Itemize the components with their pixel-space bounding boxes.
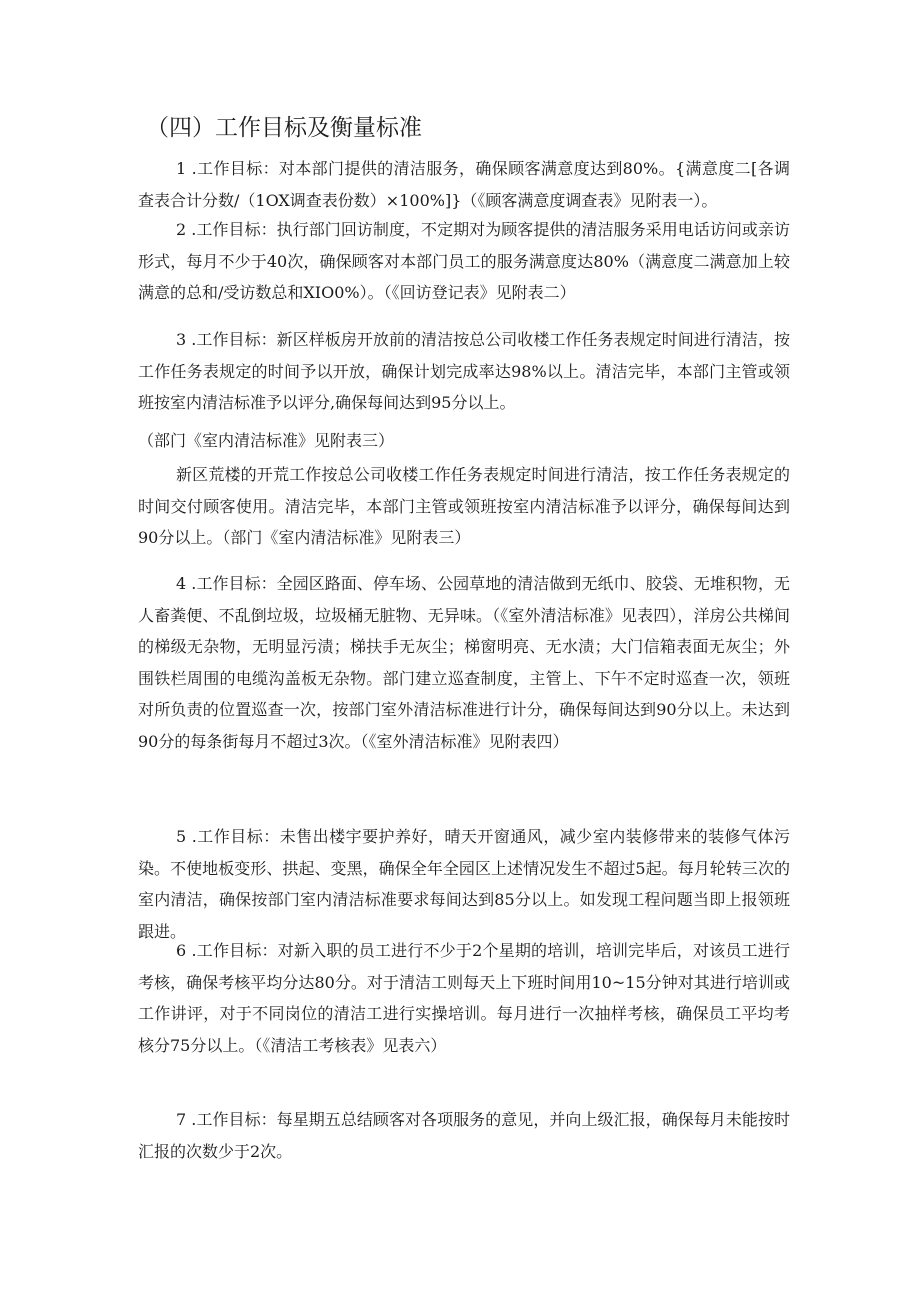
paragraph-new-building-cleaning: 新区荒楼的开荒工作按总公司收楼工作任务表规定时间进行清洁，按工作任务表规定的时间交付顾客使用。清洁完毕，本部门主管或领班按室内清洁标准予以评分，确保每间达到90分以上。（部门《室内清洁标准》见附表三）	[138, 465, 790, 547]
paragraph-goal-2: 2 .工作目标：执行部门回访制度，不定期对为顾客提供的清洁服务采用电话访问或亲访形式，每月不少于40次，确保顾客对本部门员工的服务满意度达80%（满意度二满意加上较满意的总和/受访数总和XIO0%）。（《回访登记表》见附表二）	[138, 220, 790, 302]
paragraph-goal-5: 5 .工作目标：未售出楼宇要护养好，晴天开窗通风，减少室内装修带来的装修气体污染。不使地板变形、拱起、变黑，确保全年全园区上述情况发生不超过5起。每月轮转三次的室内清洁，确保按部门室内清洁标准要求每间达到85分以上。如发现工程问题当即上报领班跟进。	[138, 827, 790, 941]
paragraph-goal-3-reference: （部门《室内清洁标准》见附表三）	[138, 431, 395, 450]
paragraph-goal-4: 4 .工作目标：全园区路面、停车场、公园草地的清洁做到无纸巾、胶袋、无堆积物，无人畜粪便、不乱倒垃圾，垃圾桶无脏物、无异味。（《室外清洁标准》见表四），洋房公共梯间的梯级无杂物，无明显污渍；梯扶手无灰尘；梯窗明亮、无水渍；大门信箱表面无灰尘；外围铁栏周围的电缆沟盖板无杂物。部门建立巡查制度，主管上、下午不定时巡查一次，领班对所负责的位置巡查一次，按部门室外清洁标准进行计分，确保每间达到90分以上。未达到90分的每条街每月不超过3次。（《室外清洁标准》见附表四）	[138, 574, 790, 751]
section-heading: （四）工作目标及衡量标准	[146, 115, 422, 141]
paragraph-goal-7: 7 .工作目标：每星期五总结顾客对各项服务的意见，并向上级汇报，确保每月未能按时汇报的次数少于2次。	[138, 1110, 790, 1161]
paragraph-goal-1: 1 .工作目标：对本部门提供的清洁服务，确保顾客满意度达到80%。{满意度二[各调查表合计分数/（1OX调查表份数）×100%]}（《顾客满意度调查表》见附表一）。	[138, 159, 790, 210]
paragraph-goal-6: 6 .工作目标：对新入职的员工进行不少于2个星期的培训，培训完毕后，对该员工进行考核，确保考核平均分达80分。对于清洁工则每天上下班时间用10~15分钟对其进行培训或工作讲评，对于不同岗位的清洁工进行实操培训。每月进行一次抽样考核，确保员工平均考核分75分以上。（《清洁工考核表》见表六）	[138, 941, 790, 1055]
paragraph-goal-3: 3 .工作目标：新区样板房开放前的清洁按总公司收楼工作任务表规定时间进行清洁，按工作任务表规定的时间予以开放，确保计划完成率达98%以上。清洁完毕，本部门主管或领班按室内清洁标准予以评分,确保每间达到95分以上。	[138, 330, 790, 412]
